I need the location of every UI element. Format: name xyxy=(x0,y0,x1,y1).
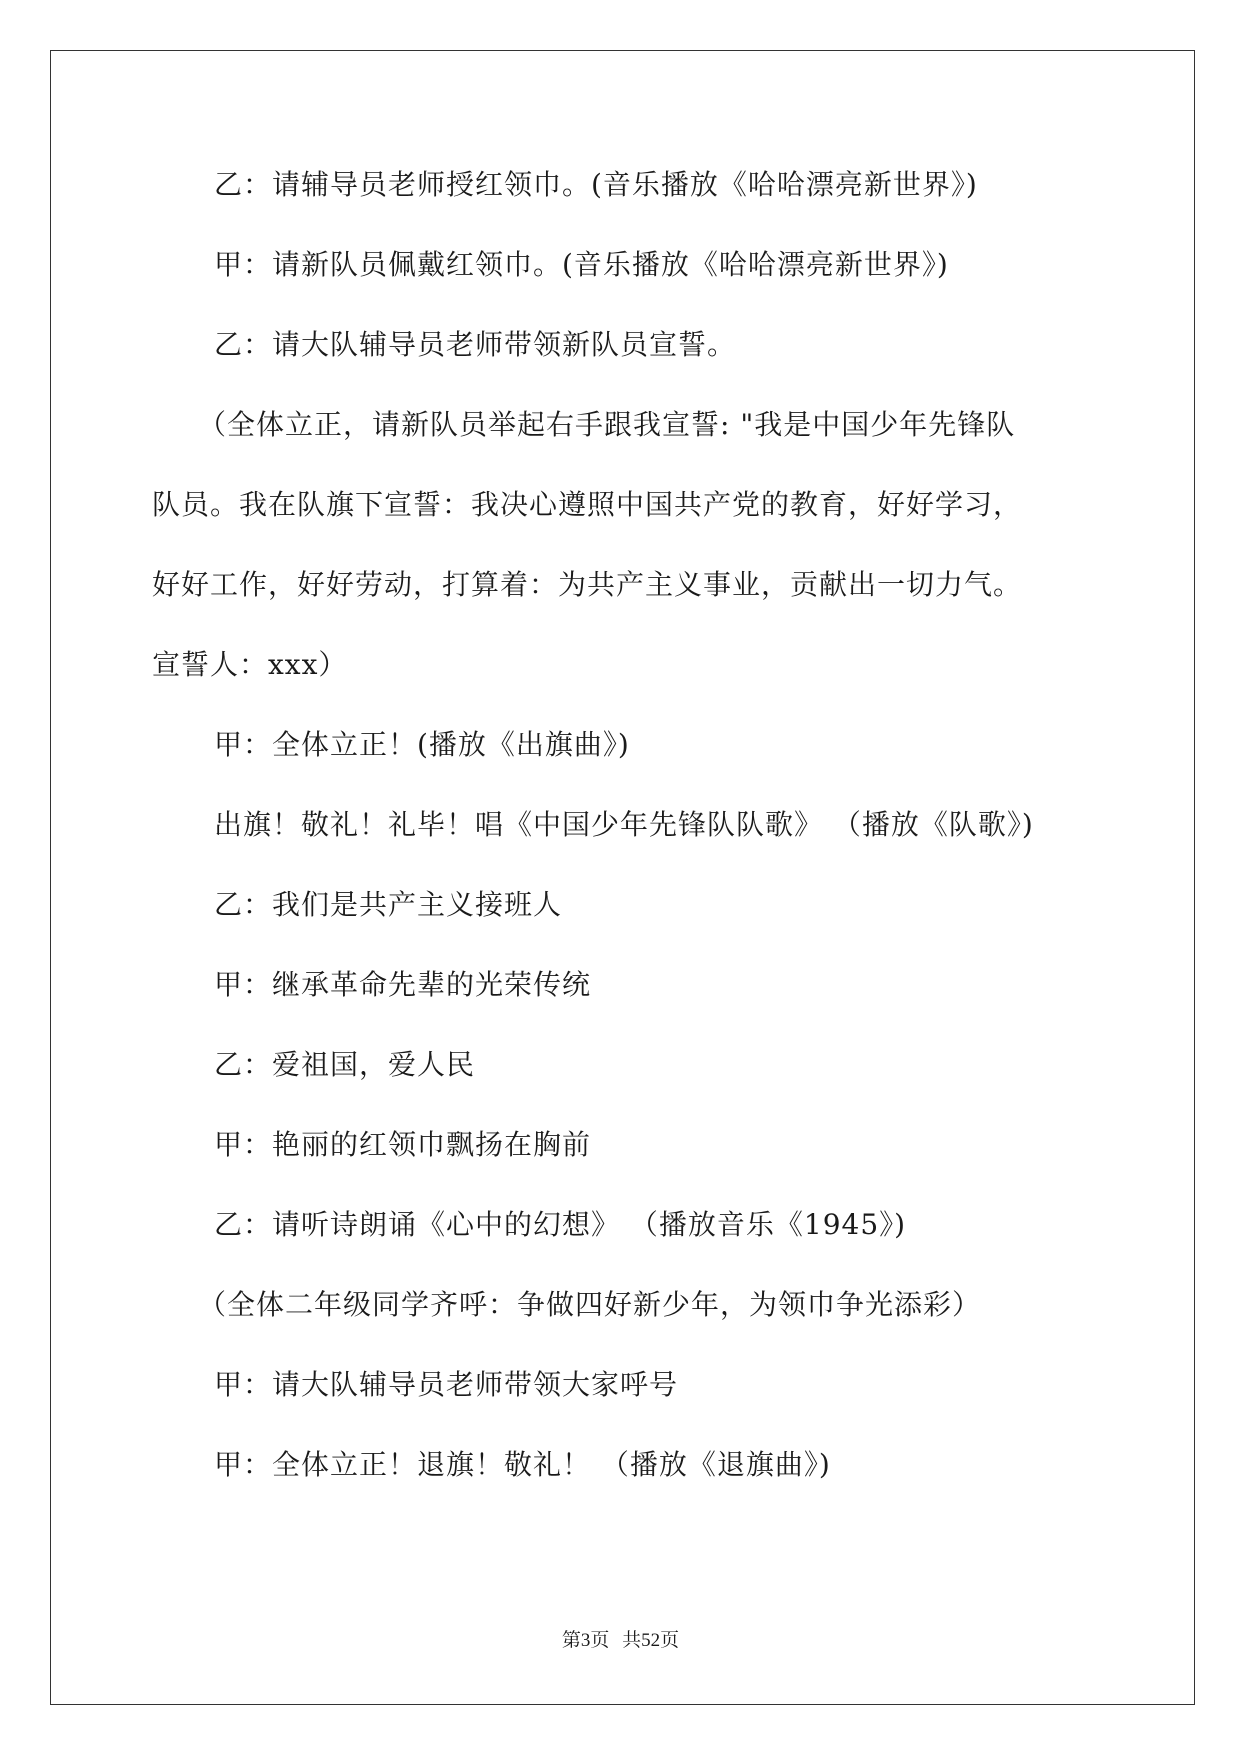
paragraph: 乙：请大队辅导员老师带领新队员宣誓。 xyxy=(214,328,737,361)
paragraph: 乙：请听诗朗诵《心中的幻想》 （播放音乐《1945》) xyxy=(214,1208,907,1241)
document-body xyxy=(152,165,1092,1525)
paragraph: 乙：我们是共产主义接班人 xyxy=(214,888,563,921)
paragraph: 甲：全体立正！退旗！敬礼！ （播放《退旗曲》) xyxy=(214,1448,831,1481)
paragraph: 甲：艳丽的红领巾飘扬在胸前 xyxy=(214,1128,592,1161)
paragraph: 队员。我在队旗下宣誓：我决心遵照中国共产党的教育，好好学习， xyxy=(152,488,1023,521)
paragraph: 甲：全体立正！(播放《出旗曲》) xyxy=(214,728,630,761)
page-total: 共52页 xyxy=(622,1630,680,1651)
paragraph: 好好工作，好好劳动，打算着：为共产主义事业，贡献出一切力气。 xyxy=(152,568,1023,601)
page-footer xyxy=(0,1625,1241,1652)
paragraph: 乙：请辅导员老师授红领巾。(音乐播放《哈哈漂亮新世界》) xyxy=(214,168,978,201)
page-number: 第3页 xyxy=(561,1630,610,1651)
paragraph: （全体二年级同学齐呼：争做四好新少年，为领巾争光添彩） xyxy=(198,1288,982,1321)
paragraph: 甲：请新队员佩戴红领巾。(音乐播放《哈哈漂亮新世界》) xyxy=(214,248,949,281)
paragraph: 出旗！敬礼！礼毕！唱《中国少年先锋队队歌》 （播放《队歌》) xyxy=(214,808,1034,841)
paragraph: （全体立正，请新队员举起右手跟我宣誓: "我是中国少年先锋队 xyxy=(198,408,1016,441)
paragraph: 甲：请大队辅导员老师带领大家呼号 xyxy=(214,1368,679,1401)
paragraph: 宣誓人：xxx） xyxy=(152,648,348,681)
paragraph: 甲：继承革命先辈的光荣传统 xyxy=(214,968,592,1001)
paragraph: 乙：爱祖国，爱人民 xyxy=(214,1048,476,1081)
